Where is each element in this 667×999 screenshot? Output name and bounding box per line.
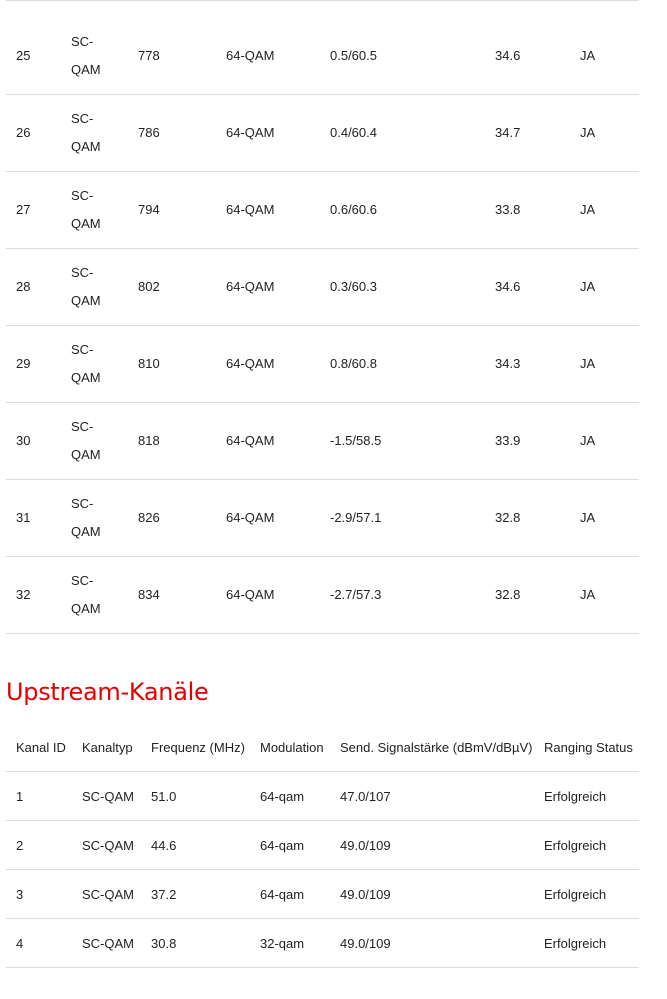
lock-status-cell: JA (580, 48, 596, 63)
channel-type-line: QAM (71, 447, 101, 462)
signal-power-cell: 47.0/107 (340, 788, 391, 804)
channel-type-cell: SC-QAM (82, 837, 134, 853)
channel-type-cell: SC-QAM (82, 788, 134, 804)
frequency-cell: 810 (138, 356, 160, 371)
frequency-cell: 30.8 (151, 935, 177, 951)
modulation-cell: 32-qam (260, 935, 305, 951)
snr-cell: 33.8 (495, 202, 521, 217)
header-frequenz: Frequenz (MHz) (151, 739, 245, 755)
table-row (6, 95, 639, 172)
channel-type-cell (71, 249, 121, 325)
table-row (6, 18, 639, 95)
lock-status-cell: JA (580, 356, 596, 371)
channel-type-line: SC- (71, 342, 94, 357)
frequency-cell: 778 (138, 48, 160, 63)
frequency-cell: 794 (138, 202, 160, 217)
frequency-cell: 51.0 (151, 788, 177, 804)
ranging-status-cell: Erfolgreich (544, 837, 607, 853)
channel-id-cell: 29 (16, 356, 31, 371)
channel-type-line: QAM (71, 216, 101, 231)
signal-power-cell: -2.9/57.1 (330, 510, 382, 525)
modulation-cell: 64-qam (260, 788, 305, 804)
channel-id-cell: 30 (16, 433, 31, 448)
channel-type-line: SC- (71, 34, 94, 49)
modulation-cell: 64-QAM (226, 587, 275, 602)
signal-power-cell: -1.5/58.5 (330, 433, 382, 448)
upstream-section-title: Upstream-Kanäle (6, 678, 209, 706)
modulation-cell: 64-qam (260, 837, 305, 853)
header-kanaltyp: Kanaltyp (82, 739, 133, 755)
lock-status-cell: JA (580, 433, 596, 448)
channel-type-line: SC- (71, 419, 94, 434)
modulation-cell: 64-QAM (226, 510, 275, 525)
table-row (6, 821, 639, 870)
channel-type-cell: SC-QAM (82, 886, 134, 902)
snr-cell: 33.9 (495, 433, 521, 448)
channel-type-cell (71, 557, 121, 633)
channel-id-cell: 25 (16, 48, 31, 63)
table-row (6, 326, 639, 403)
signal-power-cell: -2.7/57.3 (330, 587, 382, 602)
channel-type-cell (71, 18, 121, 94)
channel-type-line: QAM (71, 601, 101, 616)
channel-type-line: SC- (71, 111, 94, 126)
modulation-cell: 64-QAM (226, 279, 275, 294)
channel-type-cell: SC-QAM (82, 935, 134, 951)
upstream-table (6, 723, 639, 968)
channel-type-line: SC- (71, 496, 94, 511)
frequency-cell: 44.6 (151, 837, 177, 853)
snr-cell: 34.6 (495, 48, 521, 63)
frequency-cell: 826 (138, 510, 160, 525)
channel-id-cell: 32 (16, 587, 31, 602)
channel-id-cell: 3 (16, 886, 24, 902)
table-row (6, 480, 639, 557)
lock-status-cell: JA (580, 202, 596, 217)
channel-type-line: SC- (71, 265, 94, 280)
header-signalstaerke: Send. Signalstärke (dBmV/dBµV) (340, 739, 533, 755)
modulation-cell: 64-qam (260, 886, 305, 902)
signal-power-cell: 0.4/60.4 (330, 125, 377, 140)
channel-type-cell (71, 172, 121, 248)
table-row (6, 919, 639, 968)
modulation-cell: 64-QAM (226, 433, 275, 448)
frequency-cell: 818 (138, 433, 160, 448)
channel-id-cell: 2 (16, 837, 24, 853)
signal-power-cell: 0.8/60.8 (330, 356, 377, 371)
lock-status-cell: JA (580, 125, 596, 140)
channel-id-cell: 27 (16, 202, 31, 217)
signal-power-cell: 49.0/109 (340, 886, 391, 902)
table-row (6, 870, 639, 919)
ranging-status-cell: Erfolgreich (544, 886, 607, 902)
lock-status-cell: JA (580, 510, 596, 525)
table-row (6, 172, 639, 249)
channel-type-cell (71, 403, 121, 479)
channel-id-cell: 31 (16, 510, 31, 525)
frequency-cell: 37.2 (151, 886, 177, 902)
header-ranging-status: Ranging Status (544, 739, 633, 755)
snr-cell: 34.7 (495, 125, 521, 140)
signal-power-cell: 0.3/60.3 (330, 279, 377, 294)
snr-cell: 32.8 (495, 587, 521, 602)
snr-cell: 34.6 (495, 279, 521, 294)
signal-power-cell: 49.0/109 (340, 935, 391, 951)
ranging-status-cell: Erfolgreich (544, 935, 607, 951)
header-modulation: Modulation (260, 739, 324, 755)
channel-type-line: QAM (71, 139, 101, 154)
channel-id-cell: 1 (16, 788, 24, 804)
channel-type-line: QAM (71, 293, 101, 308)
modulation-cell: 64-QAM (226, 202, 275, 217)
table-row (6, 403, 639, 480)
table-row (6, 557, 639, 634)
header-kanal-id: Kanal ID (16, 739, 66, 755)
lock-status-cell: JA (580, 587, 596, 602)
modulation-cell: 64-QAM (226, 356, 275, 371)
frequency-cell: 802 (138, 279, 160, 294)
modulation-cell: 64-QAM (226, 48, 275, 63)
modulation-cell: 64-QAM (226, 125, 275, 140)
channel-type-line: QAM (71, 524, 101, 539)
signal-power-cell: 0.6/60.6 (330, 202, 377, 217)
snr-cell: 32.8 (495, 510, 521, 525)
channel-type-cell (71, 95, 121, 171)
downstream-table (6, 0, 639, 634)
frequency-cell: 786 (138, 125, 160, 140)
channel-type-line: SC- (71, 188, 94, 203)
channel-type-line: QAM (71, 370, 101, 385)
channel-type-line: QAM (71, 62, 101, 77)
ranging-status-cell: Erfolgreich (544, 788, 607, 804)
channel-id-cell: 26 (16, 125, 31, 140)
frequency-cell: 834 (138, 587, 160, 602)
signal-power-cell: 0.5/60.5 (330, 48, 377, 63)
table-row (6, 249, 639, 326)
table-top-spacer (6, 1, 639, 18)
snr-cell: 34.3 (495, 356, 521, 371)
lock-status-cell: JA (580, 279, 596, 294)
channel-type-cell (71, 480, 121, 556)
channel-id-cell: 4 (16, 935, 24, 951)
signal-power-cell: 49.0/109 (340, 837, 391, 853)
table-row (6, 772, 639, 821)
channel-type-line: SC- (71, 573, 94, 588)
upstream-header-row (6, 723, 639, 772)
channel-id-cell: 28 (16, 279, 31, 294)
channel-type-cell (71, 326, 121, 402)
